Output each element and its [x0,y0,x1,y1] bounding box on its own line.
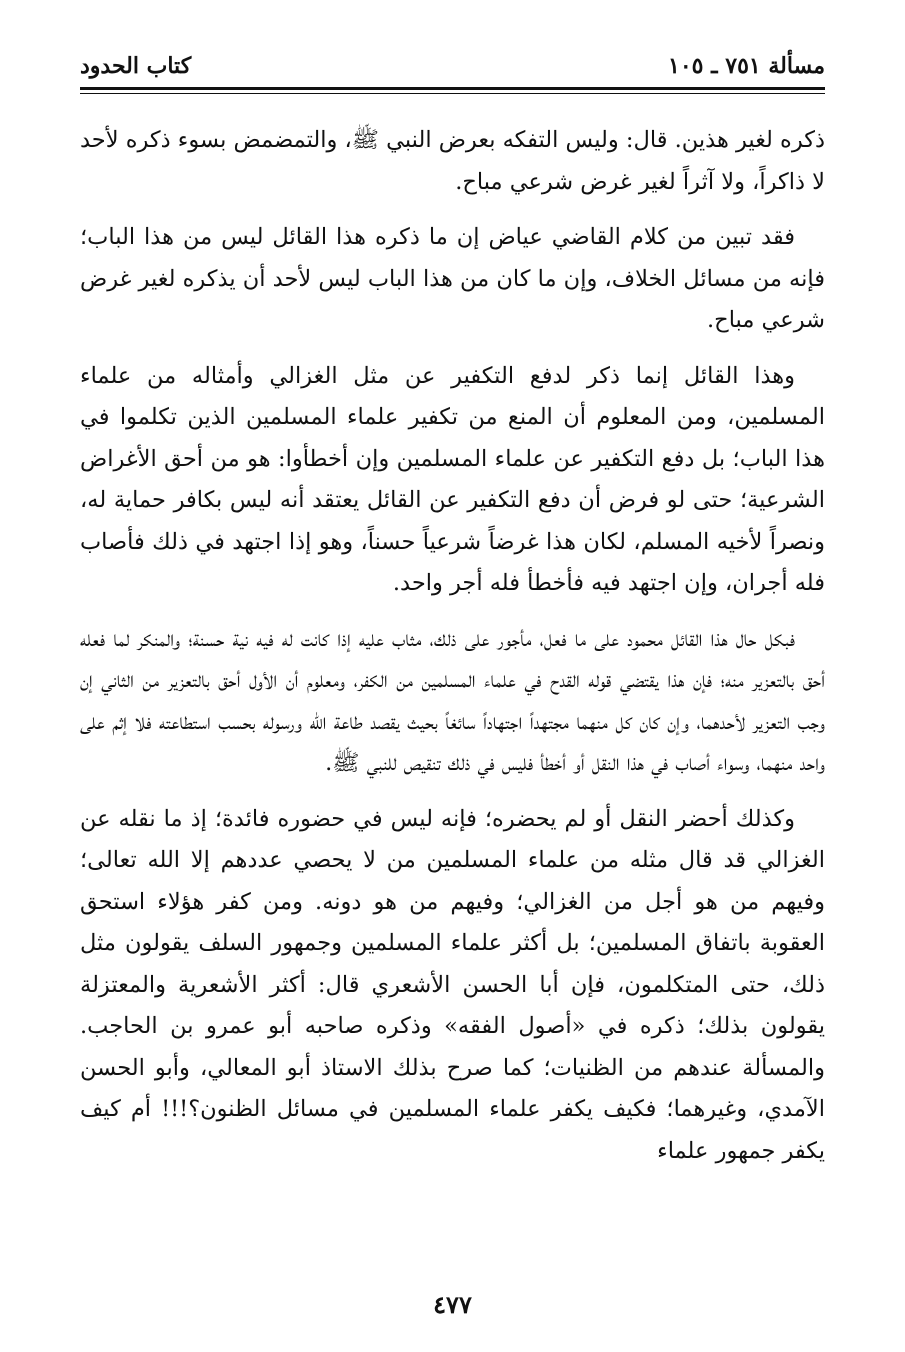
header-rule-thin [80,93,825,94]
paragraph-2: فقد تبين من كلام القاضي عياض إن ما ذكره هذا القائل ليس من هذا الباب؛ فإنه من مسائل الخلاف، وإن ما كان من هذا الباب ليس لأحد أن يذكره لغير غرض شرعي مباح. [80,224,825,333]
page-number: ٤٧٧ [433,1290,472,1319]
header-issue-number: مسألة ٧٥١ ـ ١٠٥ [668,53,825,79]
paragraph-5: وكذلك أحضر النقل أو لم يحضره؛ فإنه ليس في حضوره فائدة؛ إذ ما نقله عن الغزالي قد قال مثله من علماء المسلمين من لا يحصي عددهم إلا الله تعالى؛ وفيهم من هو أجل من الغزالي؛ وفيهم من هو دونه. ومن كفر هؤلاء استحق العقوبة باتفاق المسلمين؛ بل أكثر علماء المسلمين وجمهور السلف يقولون مثل ذلك، حتى المتكلمون، فإن أبا الحسن الأشعري قال: أكثر الأشعرية والمعتزلة يقولون بذلك؛ ذكره في «أصول الفقه» وذكره صاحبه أبو عمرو بن الحاجب. والمسألة عندهم من الظنيات؛ كما صرح بذلك الاستاذ أبو المعالي، وأبو الحسن الآمدي، وغيرهما؛ فكيف يكفر علماء المسلمين في مسائل الظنون؟!!! أم كيف يكفر جمهور علماء [80,805,825,1164]
header-book-title: كتاب الحدود [80,53,192,79]
body-text [80,120,825,1172]
paragraph-3: وهذا القائل إنما ذكر لدفع التكفير عن مثل الغزالي وأمثاله من علماء المسلمين، ومن المعلوم أن المنع من تكفير علماء المسلمين الذين تكلموا في هذا الباب؛ بل دفع التكفير عن علماء المسلمين وإن أخطأوا: هو من أحق الأغراض الشرعية؛ حتى لو فرض أن دفع التكفير عن القائل يعتقد أنه ليس بكافر حماية له، ونصراً لأخيه المسلم، لكان هذا غرضاً شرعياً حسناً، وهو إذا اجتهد في ذلك فأصاب فله أجران، وإن اجتهد فيه فأخطأ فله أجر واحد. [80,362,825,596]
paragraph-1: ذكره لغير هذين. قال: وليس التفكه بعرض النبي ﷺ، والتمضمض بسوء ذكره لأحد لا ذاكراً، ولا آثراً لغير غرض شرعي مباح. [80,127,825,195]
paragraph-4: فبكل حال هذا القائل محمود على ما فعل، مأجور على ذلك، مثاب عليه إذا كانت له فيه نية حسنة؛ والمنكر لما فعله أحق بالتعزير منه؛ فإن هذا يقتضي قوله القدح في علماء المسلمين من الكفر، ومعلوم أن الأول أحق بالتعزير من الثاني إن وجب التعزير لأحدهما، وإن كان كل منهما مجتهداً اجتهاداً سائغاً بحيث يقصد طاعة الله ورسوله بحسب استطاعته فلا إثم على واحد منهما، وسواء أصاب في هذا النقل أو أخطأ فليس في ذلك تنقيص للنبي ﷺ. [80,625,825,776]
running-header [80,48,825,84]
header-rule-thick [80,87,825,90]
